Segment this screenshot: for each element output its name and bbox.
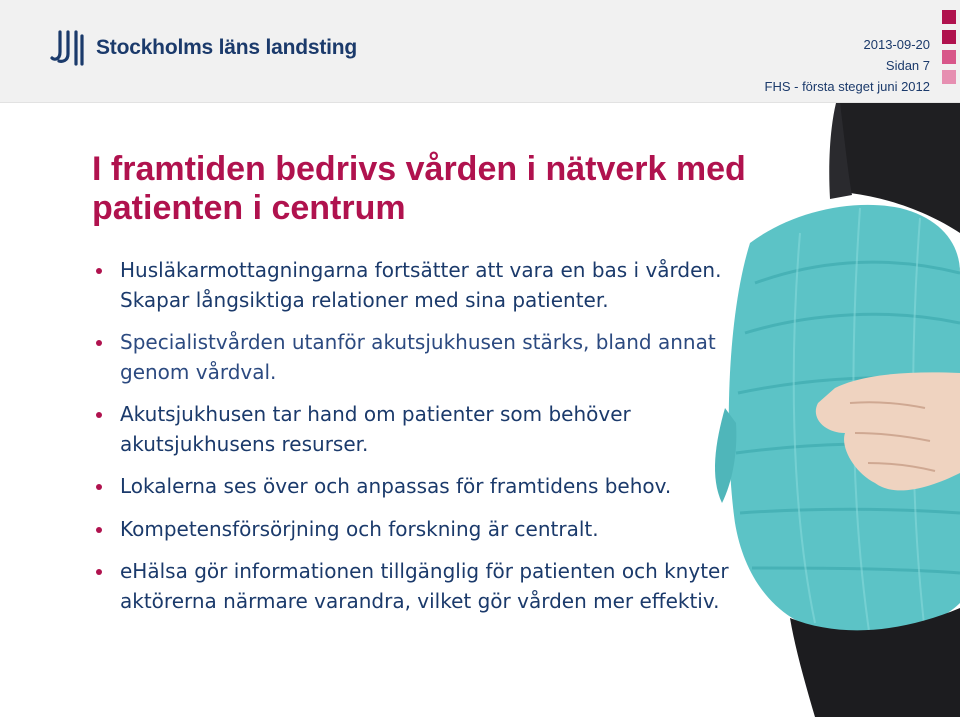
organization-name: Stockholms läns landsting [96, 36, 358, 59]
bullet-item [96, 400, 736, 459]
square-icon [942, 10, 956, 24]
bullet-text: Specialistvården utanför akutsjukhusen stärks, bland annat genom vårdval. [120, 330, 716, 384]
organization-logo [50, 28, 357, 68]
bullet-text: Lokalerna ses över och anpassas för framtidens behov. [120, 474, 672, 498]
document-name: FHS - första steget juni 2012 [764, 79, 930, 94]
bullet-text: Husläkarmottagningarna fortsätter att vara en bas i vården. Skapar långsiktiga relationer med sina patienter. [120, 258, 722, 312]
bullet-text: Kompetensförsörjning och forskning är centralt. [120, 516, 599, 541]
bullet-text: eHälsa gör informationen tillgänglig för patienten och knyter aktörerna närmare varandra, vilket gör vården mer effektiv. [120, 559, 729, 613]
decorative-squares [942, 10, 958, 90]
slide-page-number: Sidan 7 [885, 58, 930, 73]
bullet-item [96, 515, 736, 545]
bullet-item [96, 557, 736, 616]
slide-date: 2013-09-20 [863, 37, 930, 52]
sll-logo-icon [50, 30, 90, 66]
bullet-list [96, 256, 736, 629]
square-icon [942, 30, 956, 44]
slide-title: I framtiden bedrivs vården i nätverk med patienten i centrum [92, 150, 746, 227]
bullet-text: Akutsjukhusen tar hand om patienter som behöver akutsjukhusens resurser. [120, 402, 631, 456]
bullet-item [96, 328, 736, 387]
square-icon [942, 70, 956, 84]
slide-header [0, 0, 960, 103]
bullet-item [96, 256, 736, 315]
bullet-item [96, 472, 736, 502]
square-icon [942, 50, 956, 64]
slide-meta [765, 34, 930, 97]
